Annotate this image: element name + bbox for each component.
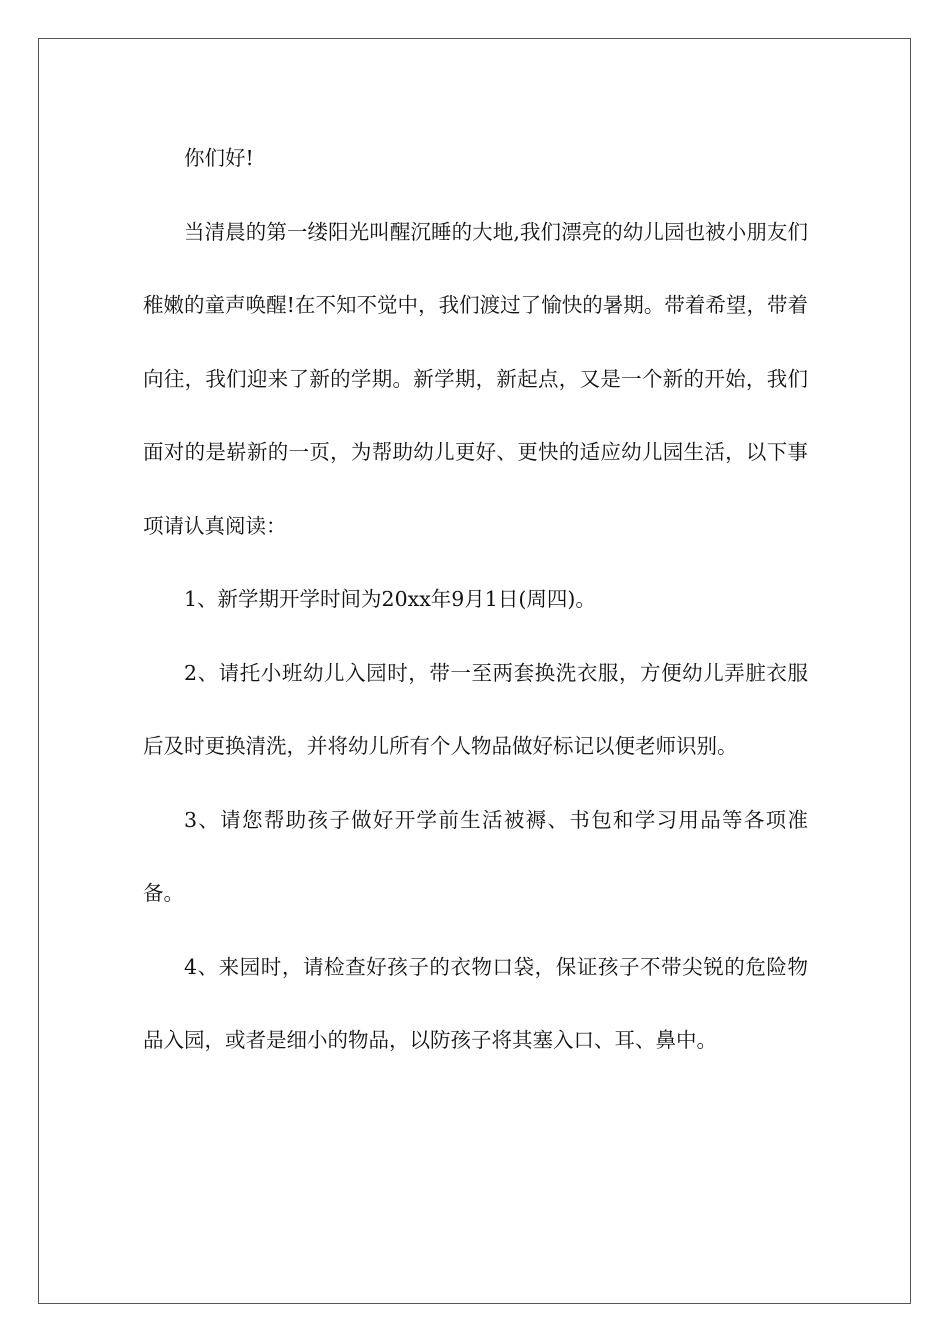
paragraph-intro: 当清晨的第一缕阳光叫醒沉睡的大地,我们漂亮的幼儿园也被小朋友们稚嫩的童声唤醒!在不知不觉中，我们渡过了愉快的暑期。带着希望，带着向往，我们迎来了新的学期。新学期，新起点，又是一个新的开始，我们面对的是崭新的一页，为帮助幼儿更好、更快的适应幼儿园生活，以下事项请认真阅读： (143, 219, 808, 538)
paragraph-item-2: 2、请托小班幼儿入园时，带一至两套换洗衣服，方便幼儿弄脏衣服后及时更换清洗，并将幼儿所有个人物品做好标记以便老师识别。 (143, 660, 808, 758)
paragraph-item-1: 1、新学期开学时间为20xx年9月1日(周四)。 (184, 587, 596, 611)
paragraph-item-4: 4、来园时，请检查好孩子的衣物口袋，保证孩子不带尖锐的危险物品入园，或者是细小的物品，以防孩子将其塞入口、耳、鼻中。 (143, 954, 808, 1052)
paragraph-item-3: 3、请您帮助孩子做好开学前生活被褥、书包和学习用品等各项准备。 (143, 807, 808, 905)
document-body (143, 122, 808, 1078)
greeting: 你们好! (184, 146, 254, 170)
